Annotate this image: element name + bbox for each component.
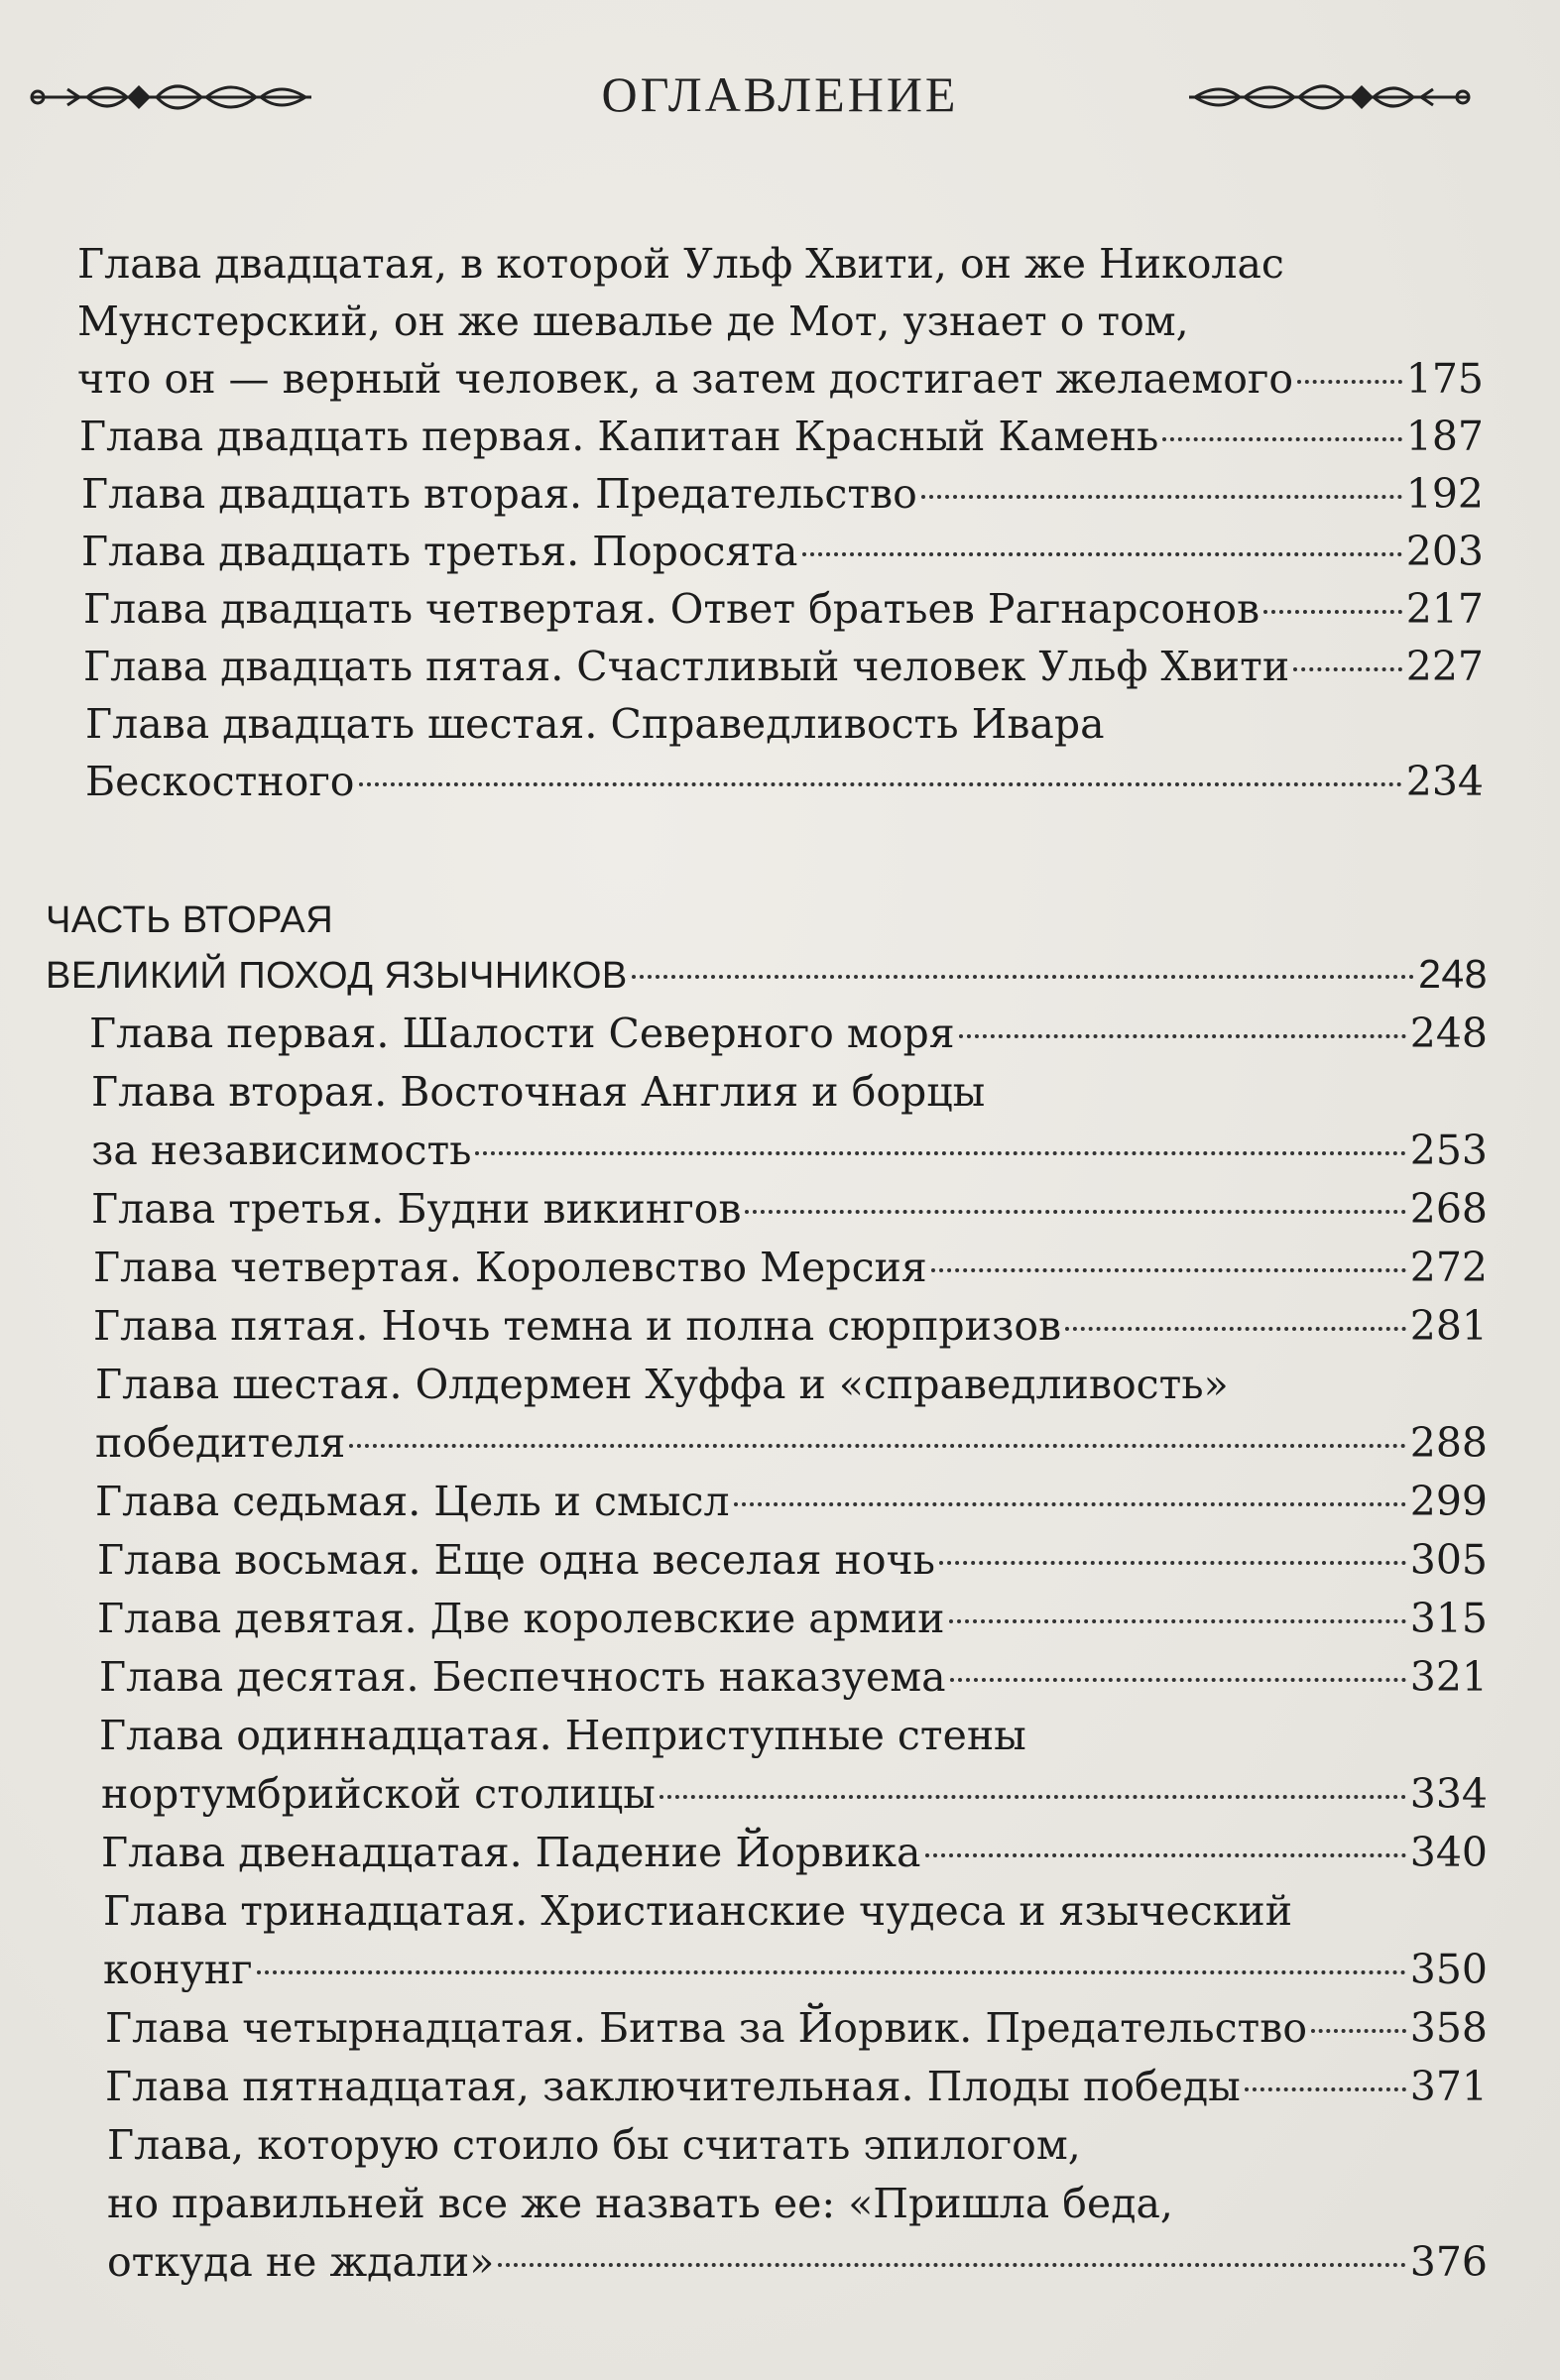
leader-dots <box>734 1502 1406 1506</box>
toc-entry[interactable]: откуда не ждали» 376 <box>107 2233 1488 2291</box>
page-number: 281 <box>1409 1302 1488 1350</box>
part-label: ЧАСТЬ ВТОРАЯ <box>46 899 334 941</box>
page-number: 376 <box>1409 2238 1488 2286</box>
toc-line: Глава двадцать шестая. Справедливость Ивара <box>85 700 1105 748</box>
leader-dots <box>939 1561 1406 1565</box>
toc-entry[interactable]: Глава двадцать третья. Поросята 203 <box>81 523 1484 580</box>
toc-line: Глава, которую стоило бы считать эпилогом, <box>107 2121 1081 2169</box>
toc-entry[interactable]: Глава двадцать четвертая. Ответ братьев Рагнарсонов 217 <box>83 580 1484 638</box>
leader-dots <box>498 2263 1405 2267</box>
toc-entry[interactable]: Глава восьмая. Еще одна веселая ночь 305 <box>97 1531 1488 1589</box>
toc-entry[interactable]: Глава седьмая. Цель и смысл 299 <box>95 1473 1488 1530</box>
page-number: 272 <box>1409 1244 1488 1291</box>
toc-entry[interactable]: Глава двадцать вторая. Предательство 192 <box>81 465 1484 523</box>
page-number: 358 <box>1409 2004 1488 2052</box>
leader-dots <box>931 1268 1406 1272</box>
leader-dots <box>1297 380 1402 384</box>
page-number: 299 <box>1409 1478 1488 1525</box>
page-number: 268 <box>1409 1185 1488 1233</box>
toc-entry[interactable]: Глава пятнадцатая, заключительная. Плоды победы 371 <box>105 2058 1488 2115</box>
page-number: 340 <box>1409 1829 1488 1876</box>
toc-line: Глава шестая. Олдермен Хуффа и «справедливость» <box>95 1361 1229 1408</box>
leader-dots <box>257 1970 1406 1974</box>
toc-entry[interactable]: нортумбрийской столицы 334 <box>101 1765 1488 1823</box>
leader-dots <box>349 1444 1405 1448</box>
leader-dots <box>1065 1327 1406 1331</box>
leader-dots <box>475 1151 1405 1155</box>
page-number: 288 <box>1409 1419 1488 1467</box>
toc-entry[interactable]: Глава четвертая. Королевство Мерсия 272 <box>93 1239 1488 1296</box>
leader-dots <box>359 782 1402 786</box>
toc-entry[interactable]: победителя 288 <box>95 1414 1488 1472</box>
toc-entry-part[interactable]: ВЕЛИКИЙ ПОХОД ЯЗЫЧНИКОВ 248 <box>46 945 1488 1003</box>
toc-entry[interactable]: Глава пятая. Ночь темна и полна сюрпризов 281 <box>93 1297 1488 1355</box>
toc-entry[interactable]: Бескостного 234 <box>85 753 1484 810</box>
toc-entry[interactable]: Глава двадцать пятая. Счастливый человек Ульф Хвити 227 <box>83 638 1484 695</box>
page-number: 248 <box>1409 1010 1488 1057</box>
page-number: 217 <box>1405 585 1484 633</box>
page-number: 305 <box>1409 1536 1488 1584</box>
page-number: 334 <box>1409 1770 1488 1818</box>
toc-entry[interactable]: что он — верный человек, а затем достигает желаемого 175 <box>77 350 1484 408</box>
leader-dots <box>1162 437 1401 441</box>
page-number: 203 <box>1405 528 1484 575</box>
page-number: 350 <box>1409 1946 1488 1993</box>
page-title: ОГЛАВЛЕНИЕ <box>601 66 959 122</box>
toc-entry[interactable]: Глава двенадцатая. Падение Йорвика 340 <box>101 1824 1488 1881</box>
leader-dots <box>959 1034 1406 1038</box>
leader-dots <box>802 552 1402 556</box>
page-number: 187 <box>1405 413 1484 460</box>
page-number: 227 <box>1405 643 1484 690</box>
page-number: 175 <box>1405 355 1484 403</box>
leader-dots <box>1245 2087 1406 2091</box>
toc-entry[interactable]: конунг 350 <box>103 1941 1488 1998</box>
toc-entry[interactable]: Глава девятая. Две королевские армии 315 <box>97 1590 1488 1647</box>
leader-dots <box>950 1678 1406 1682</box>
page-number: 315 <box>1409 1595 1488 1642</box>
toc-line: Глава двадцатая, в которой Ульф Хвити, он же Николас <box>77 240 1284 288</box>
toc-line: Глава тринадцатая. Христианские чудеса и языческий <box>103 1887 1293 1935</box>
toc-line: Глава вторая. Восточная Англия и борцы <box>91 1068 986 1116</box>
leader-dots <box>1311 2029 1406 2033</box>
page-number: 248 <box>1418 951 1488 997</box>
leader-dots <box>1293 667 1402 671</box>
toc-entry[interactable]: Глава третья. Будни викингов 268 <box>91 1180 1488 1238</box>
toc-line: но правильней все же назвать ее: «Пришла беда, <box>107 2180 1173 2227</box>
leader-dots <box>949 1619 1406 1623</box>
toc-line: Глава одиннадцатая. Неприступные стены <box>99 1712 1026 1759</box>
leader-dots <box>925 1853 1406 1857</box>
toc-entry[interactable]: Глава первая. Шалости Северного моря 248 <box>89 1005 1488 1062</box>
page-number: 234 <box>1405 758 1484 805</box>
toc-entry[interactable]: за независимость 253 <box>91 1122 1488 1179</box>
toc-line: Мунстерский, он же шевалье де Мот, узнает о том, <box>77 298 1189 345</box>
leader-dots <box>1263 610 1402 614</box>
toc-entry[interactable]: Глава десятая. Беспечность наказуема 321 <box>99 1648 1488 1706</box>
page-number: 192 <box>1405 470 1484 518</box>
page-number: 253 <box>1409 1127 1488 1174</box>
leader-dots <box>745 1210 1405 1214</box>
toc-entry[interactable]: Глава четырнадцатая. Битва за Йорвик. Предательство 358 <box>105 1999 1488 2057</box>
page-number: 321 <box>1409 1653 1488 1701</box>
leader-dots <box>921 495 1402 499</box>
toc-entry[interactable]: Глава двадцать первая. Капитан Красный Камень 187 <box>79 408 1484 465</box>
leader-dots <box>632 975 1414 979</box>
page-number: 371 <box>1409 2063 1488 2110</box>
leader-dots <box>660 1795 1406 1799</box>
